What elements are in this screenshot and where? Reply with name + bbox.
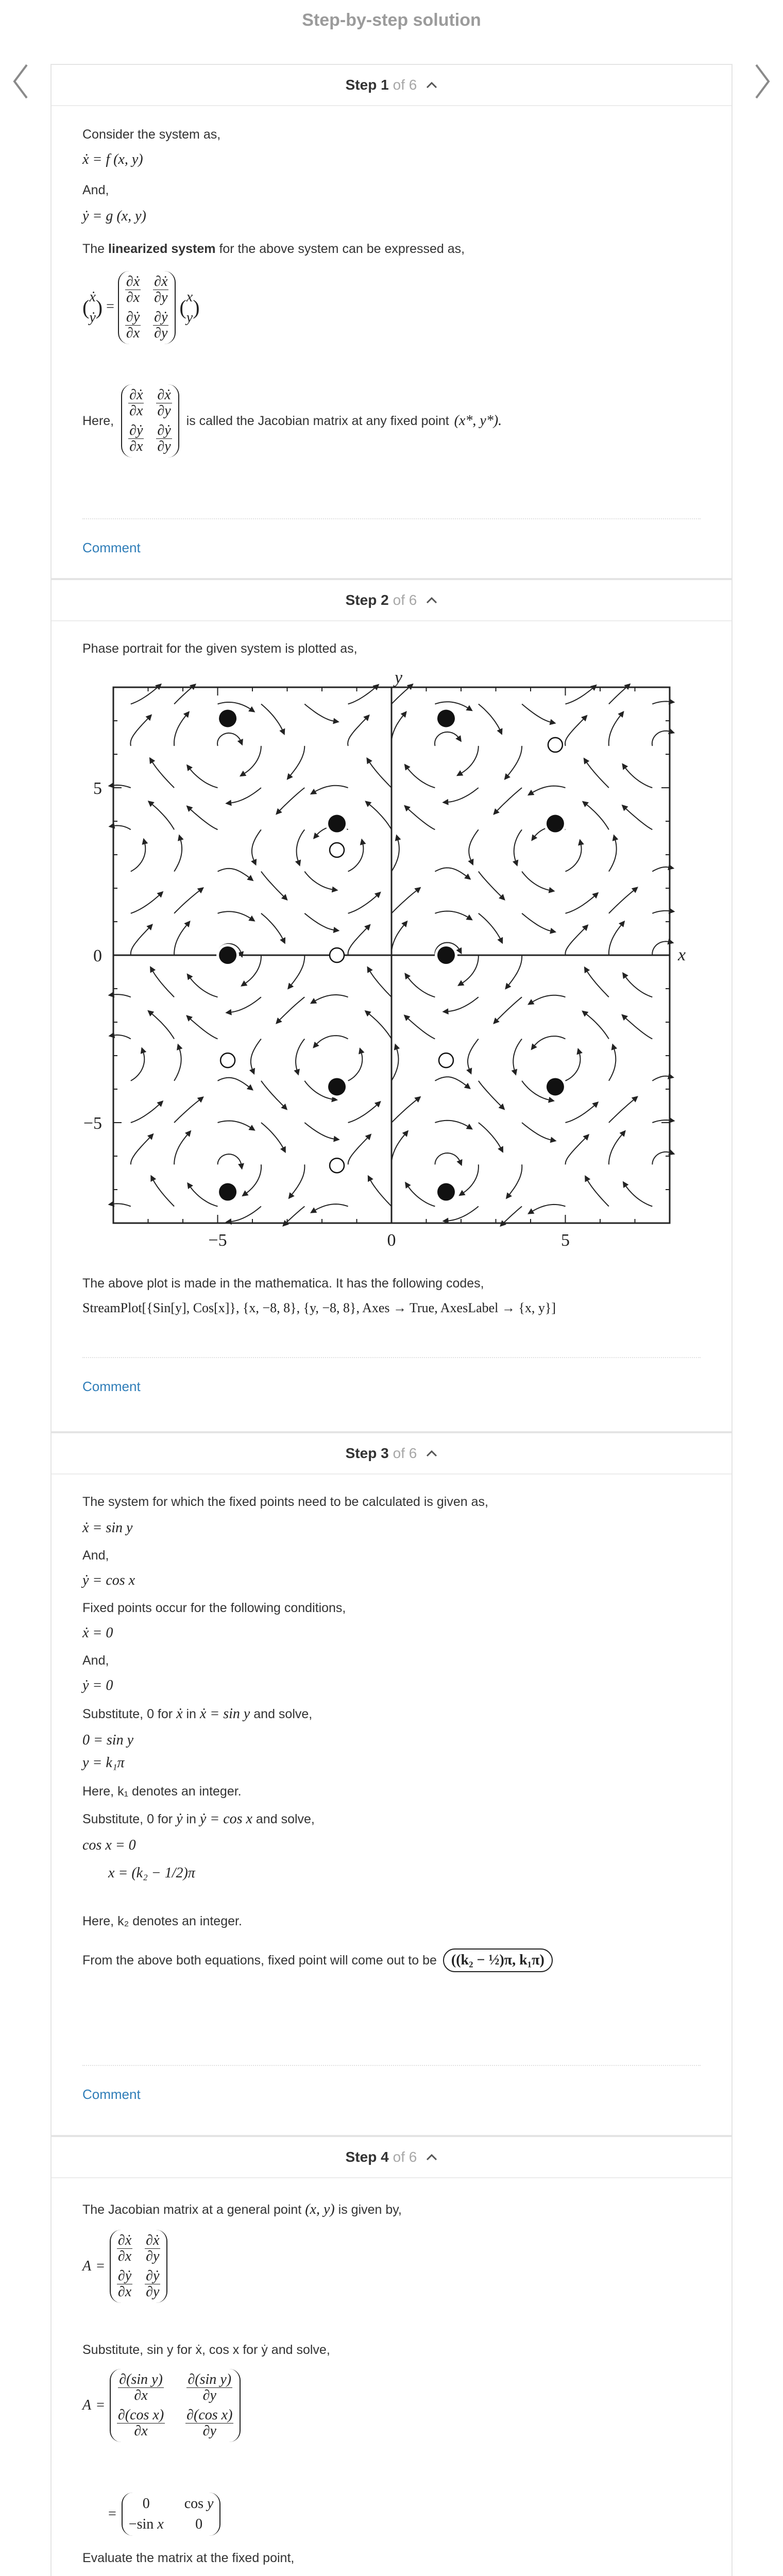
fixed-point-filled bbox=[437, 1183, 455, 1201]
text-post: for the above system can be expressed as, bbox=[219, 242, 465, 256]
fixed-point-open bbox=[330, 1158, 344, 1173]
text-pre: The bbox=[82, 242, 105, 256]
equation-x: ẋ = f (x, y) bbox=[82, 151, 143, 167]
mathematica-code: StreamPlot[{Sin[y], Cos[x]}, {x, −8, 8}, {y, −8, 8}, Axes → True, AxesLabel → {x, y}] bbox=[82, 1300, 556, 1315]
x-tick-label: 5 bbox=[561, 1231, 570, 1250]
step-number: Step 1 bbox=[345, 77, 389, 93]
linearized-equation: ( ẋ ẏ ) = $\frac{\partial ẋ}{\partial x}$ $\frac{\partial ẋ}{\partial y}$ $\frac{\partial ẏ}{\partial x}$ $\frac{\partial ẏ}{\partial y}$ ( x y ) bbox=[82, 271, 200, 344]
text-jacobian: is called the Jacobian matrix at any fixed point bbox=[186, 414, 449, 428]
fixed-point-filled bbox=[437, 946, 455, 964]
text-here-k2: Here, k₂ denotes an integer. bbox=[82, 1914, 242, 1928]
equation-cos-zero: cos x = 0 bbox=[82, 1837, 136, 1853]
equation-x-sin: ẋ = sin y bbox=[82, 1520, 133, 1536]
equation-y-zero: ẏ = 0 bbox=[82, 1677, 113, 1693]
text-intro: Phase portrait for the given system is plotted as, bbox=[82, 641, 358, 656]
step-number: Step 3 bbox=[345, 1445, 389, 1461]
text-bold: linearized system bbox=[108, 242, 216, 256]
text-part: Substitute, 0 for bbox=[82, 1812, 173, 1826]
math-part: ẏ bbox=[176, 1811, 183, 1827]
text-sub-2 bbox=[82, 1810, 315, 1828]
text-consider: Consider the system as, bbox=[82, 127, 221, 142]
y-axis-label: y bbox=[395, 668, 403, 687]
math-part: ẋ bbox=[176, 1706, 183, 1722]
fixed-point-filled bbox=[328, 1078, 346, 1095]
comment-link[interactable]: Comment bbox=[82, 1379, 141, 1394]
step-3-card bbox=[50, 1432, 733, 2136]
text-part: is given by, bbox=[338, 2202, 402, 2217]
fixed-point-open bbox=[439, 1053, 453, 1067]
next-arrow-icon[interactable] bbox=[751, 61, 772, 102]
text-part: and solve, bbox=[256, 1812, 315, 1826]
text-l1 bbox=[82, 2201, 402, 2218]
text-linearized bbox=[82, 240, 465, 258]
text-part: and solve, bbox=[253, 1707, 313, 1721]
text-and-2: And, bbox=[82, 1653, 109, 1668]
step-4-header[interactable] bbox=[52, 2137, 731, 2178]
step-2-card bbox=[50, 579, 733, 1432]
comment-link[interactable]: Comment bbox=[82, 540, 141, 555]
x-axis-label: x bbox=[678, 945, 686, 964]
math-part: ẏ = cos x bbox=[199, 1811, 252, 1827]
chevron-up-icon[interactable] bbox=[426, 597, 437, 604]
fixed-point-open bbox=[330, 948, 344, 962]
text-part: in bbox=[186, 1707, 196, 1721]
chevron-up-icon[interactable] bbox=[426, 2154, 437, 2161]
text-l2: Fixed points occur for the following conditions, bbox=[82, 1601, 346, 1615]
step-count: of 6 bbox=[393, 592, 417, 608]
divider bbox=[82, 518, 701, 519]
jacobian-substituted: A = $\frac{\text{∂(sin y)}}{\partial x}$ $\frac{\text{∂(sin y)}}{\partial y}$ $\frac{\text{∂(cos x)}}{\partial x}$ $\frac{\text{∂(cos x)}}{\partial y}$ bbox=[82, 2369, 241, 2442]
equation-y-k1: y = k₁π bbox=[82, 1755, 125, 1771]
text-part: Substitute, 0 for bbox=[82, 1707, 173, 1721]
text-sub-1 bbox=[82, 1705, 312, 1723]
divider bbox=[82, 1357, 701, 1358]
fixed-point-open bbox=[548, 738, 563, 752]
equation-y: ẏ = g (x, y) bbox=[82, 208, 146, 224]
comment-link[interactable]: Comment bbox=[82, 2087, 141, 2102]
page-title: Step-by-step solution bbox=[302, 10, 481, 30]
text-part: From the above both equations, fixed point will come out to be bbox=[82, 1953, 437, 1968]
fixed-point-filled bbox=[219, 946, 236, 964]
fixed-point-filled bbox=[547, 815, 564, 833]
step-2-header[interactable] bbox=[52, 580, 731, 621]
jacobian-definition: Here, $\frac{\partial ẋ}{\partial x}$ $\frac{\partial ẋ}{\partial y}$ $\frac{\partial ẏ}{\partial x}$ $\frac{\partial ẏ}{\partial y}$ is called the Jacobian matrix at any fixed point (x*, y*). bbox=[82, 384, 502, 457]
equation-y-cos: ẏ = cos x bbox=[82, 1572, 135, 1588]
equation-sin-zero: 0 = sin y bbox=[82, 1732, 133, 1748]
text-substitute: Substitute, sin y for ẋ, cos x for ẏ and solve, bbox=[82, 2343, 330, 2357]
text-here-k1: Here, k₁ denotes an integer. bbox=[82, 1784, 242, 1799]
equation-x-k2: x = (k₂ − 1/2)π bbox=[108, 1865, 195, 1881]
jacobian-general: A = $\frac{\partial ẋ}{\partial x}$ $\frac{\partial ẋ}{\partial y}$ $\frac{\partial ẏ}{\partial x}$ $\frac{\partial ẏ}{\partial y}$ bbox=[82, 2230, 167, 2303]
chevron-up-icon[interactable] bbox=[426, 81, 437, 89]
text-here: Here, bbox=[82, 414, 114, 428]
y-tick-label: −5 bbox=[83, 1114, 102, 1133]
text-and: And, bbox=[82, 183, 109, 197]
text-part: The Jacobian matrix at a general point bbox=[82, 2202, 302, 2217]
text-and: And, bbox=[82, 1548, 109, 1563]
fixed-point-filled bbox=[219, 709, 236, 727]
y-tick-label: 5 bbox=[93, 779, 102, 798]
fixed-point-open bbox=[220, 1053, 235, 1067]
text-after-plot: The above plot is made in the mathematica. It has the following codes, bbox=[82, 1276, 484, 1291]
math-part: (x, y) bbox=[305, 2201, 335, 2217]
fixed-point-filled bbox=[219, 1183, 236, 1201]
equation-x-zero: ẋ = 0 bbox=[82, 1625, 113, 1641]
step-4-card bbox=[50, 2136, 733, 2576]
step-3-header[interactable] bbox=[52, 1433, 731, 1475]
fixed-point-open bbox=[330, 843, 344, 857]
chevron-up-icon[interactable] bbox=[426, 1450, 437, 1457]
step-1-card bbox=[50, 64, 733, 579]
fixed-point-filled bbox=[328, 815, 346, 833]
step-number: Step 2 bbox=[345, 592, 389, 608]
x-tick-label: 0 bbox=[387, 1231, 396, 1250]
step-count: of 6 bbox=[393, 1445, 417, 1461]
text-part: in bbox=[186, 1812, 196, 1826]
fixed-point-filled bbox=[437, 709, 455, 727]
step-number: Step 4 bbox=[345, 2149, 389, 2165]
fixed-point-filled bbox=[547, 1078, 564, 1095]
jacobian-result: = 0 cos y −sin x 0 bbox=[108, 2493, 220, 2536]
step-count: of 6 bbox=[393, 2149, 417, 2165]
y-tick-label: 0 bbox=[93, 946, 102, 965]
fixed-point-notation: (x*, y*). bbox=[454, 413, 502, 429]
fixed-point-result: ((k₂ − ½)π, k₁π) bbox=[443, 1948, 553, 1972]
step-count: of 6 bbox=[393, 77, 417, 93]
step-1-header[interactable] bbox=[52, 65, 731, 106]
previous-arrow-icon[interactable] bbox=[11, 61, 32, 102]
x-tick-label: −5 bbox=[208, 1231, 227, 1250]
text-evaluate: Evaluate the matrix at the fixed point, bbox=[82, 2551, 295, 2565]
divider bbox=[82, 2065, 701, 2066]
text-l1: The system for which the fixed points need to be calculated is given as, bbox=[82, 1495, 488, 1509]
math-part: ẋ = sin y bbox=[199, 1706, 250, 1722]
phase-portrait-plot bbox=[67, 667, 716, 1264]
text-conclusion bbox=[82, 1948, 553, 1972]
